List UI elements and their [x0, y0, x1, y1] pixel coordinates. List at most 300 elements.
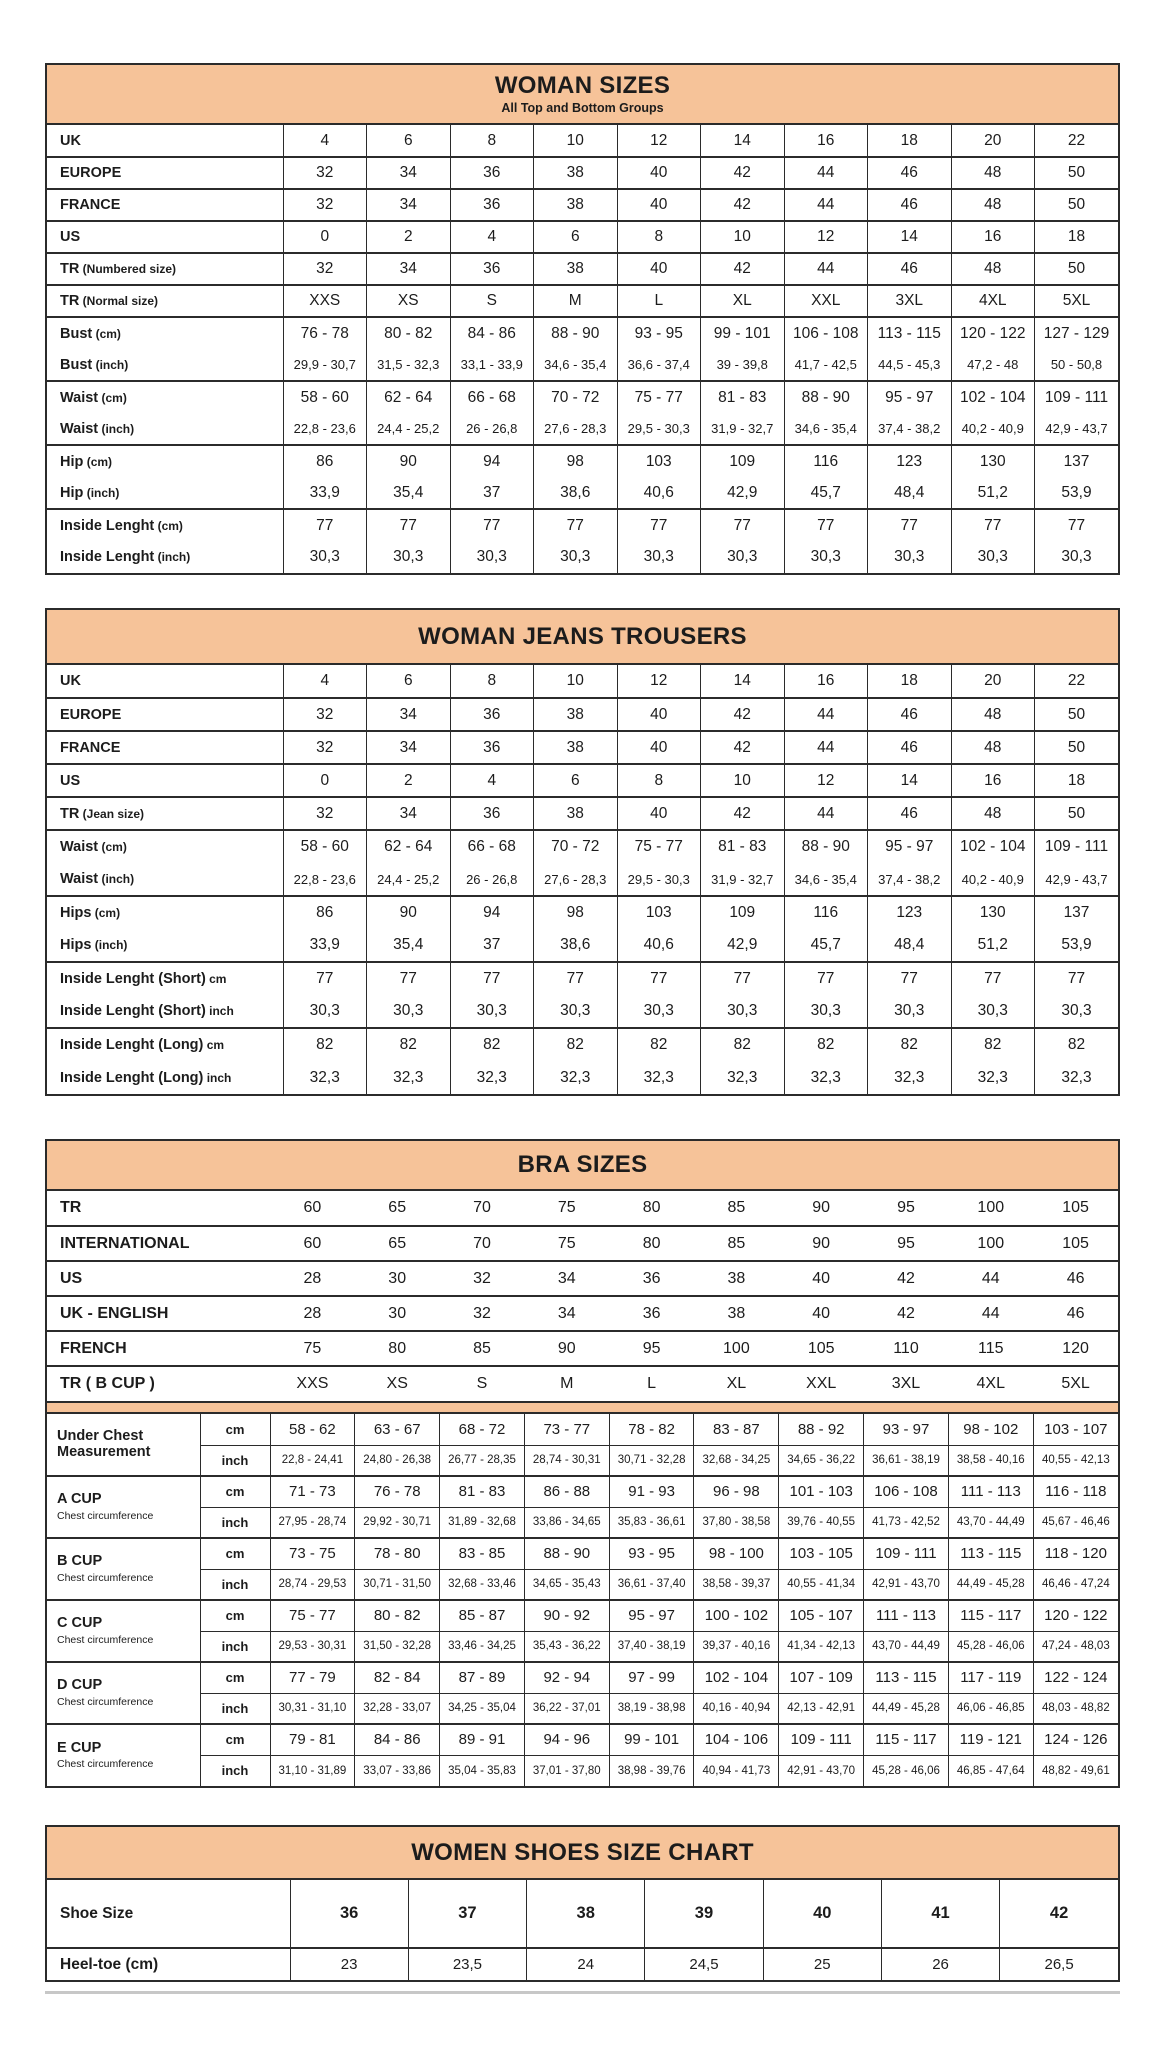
size-cell: 22,8 - 23,6: [283, 413, 367, 445]
size-cell: 31,9 - 32,7: [701, 413, 785, 445]
size-cell: 98: [534, 445, 618, 477]
size-cell: 38: [534, 253, 618, 285]
table-row: [47, 157, 1118, 189]
size-cell: 42: [701, 189, 785, 221]
size-cell: 40,55 - 42,13: [1033, 1445, 1118, 1476]
size-cell: 44: [784, 797, 868, 830]
size-cell: 40,55 - 41,34: [779, 1569, 864, 1600]
unit-cell: inch: [200, 1445, 270, 1476]
table-row: [47, 477, 1118, 509]
size-cell: 124 - 126: [1033, 1724, 1118, 1755]
size-cell: 42: [864, 1296, 949, 1331]
measure-subtitle: Chest circumference: [57, 1695, 154, 1708]
size-cell: 34: [367, 698, 451, 731]
size-cell: 44: [784, 731, 868, 764]
size-cell: 66 - 68: [450, 381, 534, 413]
size-cell: 77: [534, 962, 618, 995]
row-label-note: (Jean size): [79, 806, 145, 821]
size-cell: 27,6 - 28,3: [534, 413, 618, 445]
size-cell: 10: [534, 125, 618, 157]
size-cell: 0: [283, 221, 367, 253]
size-cell: 50: [1035, 189, 1119, 221]
row-label: [47, 253, 283, 285]
bra-sizes-table: [45, 1139, 1120, 1788]
row-label-text: UK: [60, 673, 81, 689]
size-cell: 36: [450, 189, 534, 221]
size-cell: 40: [617, 731, 701, 764]
size-cell: 42,9 - 43,7: [1035, 413, 1119, 445]
size-cell: 44: [948, 1261, 1033, 1296]
size-cell: 30,71 - 32,28: [609, 1445, 694, 1476]
table-row: [47, 413, 1118, 445]
size-cell: 36: [450, 731, 534, 764]
size-cell: 36,22 - 37,01: [524, 1693, 609, 1724]
size-cell: 31,50 - 32,28: [355, 1631, 440, 1662]
size-cell: 103 - 105: [779, 1538, 864, 1569]
size-cell: 37,40 - 38,19: [609, 1631, 694, 1662]
size-cell: 30: [355, 1296, 440, 1331]
size-cell: 66 - 68: [450, 830, 534, 863]
size-cell: 3XL: [864, 1366, 949, 1401]
size-cell: 90: [812, 1199, 831, 1216]
size-cell: 26 - 26,8: [450, 413, 534, 445]
unit-cell: cm: [200, 1476, 270, 1507]
size-cell: 77: [1035, 509, 1119, 541]
size-cell: 34,65 - 36,22: [779, 1445, 864, 1476]
unit-cell: inch: [200, 1631, 270, 1662]
row-label-note: (cm): [83, 454, 113, 469]
size-cell: 39 - 39,8: [701, 349, 785, 381]
size-cell: 46,85 - 47,64: [948, 1755, 1033, 1786]
size-cell: 30,3: [617, 995, 701, 1028]
row-label-text: Inside Lenght (Short): [60, 1003, 206, 1019]
size-cell: 44,5 - 45,3: [868, 349, 952, 381]
size-cell: 37,80 - 38,58: [694, 1507, 779, 1538]
size-cell: 30,3: [617, 541, 701, 573]
size-cell: 30,3: [784, 541, 868, 573]
measure-title: D CUP: [57, 1677, 103, 1694]
size-cell: 33,86 - 34,65: [524, 1507, 609, 1538]
size-cell: 35,4: [367, 929, 451, 962]
table-title: WOMEN SHOES SIZE CHART: [411, 1838, 754, 1866]
size-cell: 23: [290, 1948, 408, 1980]
table-row: [47, 1755, 1118, 1786]
table-row: [47, 381, 1118, 413]
size-cell: 36,61 - 37,40: [609, 1569, 694, 1600]
size-cell: 53,9: [1035, 929, 1119, 962]
size-cell: 37: [450, 929, 534, 962]
size-cell: 81 - 83: [701, 381, 785, 413]
unit-cell: cm: [200, 1414, 270, 1445]
size-cell: 75: [524, 1226, 609, 1261]
size-cell: 113 - 115: [864, 1662, 949, 1693]
size-cell: 80: [609, 1226, 694, 1261]
size-cell: 30,3: [701, 995, 785, 1028]
size-cell: 77: [367, 509, 451, 541]
size-cell: 46,06 - 46,85: [948, 1693, 1033, 1724]
size-cell: 40,16 - 40,94: [694, 1693, 779, 1724]
size-cell: 30,3: [450, 541, 534, 573]
row-label-text: Hip: [60, 484, 84, 501]
table-row: [47, 1191, 1118, 1226]
shoes-size-header: [47, 1827, 1118, 1880]
size-cell: 81 - 83: [440, 1476, 525, 1507]
size-cell: 29,92 - 30,71: [355, 1507, 440, 1538]
table-row: [47, 349, 1118, 381]
row-label: UK - ENGLISH: [47, 1296, 270, 1331]
size-cell: 26,77 - 28,35: [440, 1445, 525, 1476]
size-cell: 62 - 64: [367, 381, 451, 413]
size-cell: 34: [367, 731, 451, 764]
table-row: [47, 1631, 1118, 1662]
size-cell: 38,98 - 39,76: [609, 1755, 694, 1786]
size-cell: 32,3: [617, 1061, 701, 1094]
size-cell: 30,3: [1035, 541, 1119, 573]
table-row: [47, 863, 1118, 896]
size-cell: 34: [367, 253, 451, 285]
size-cell: 30: [355, 1261, 440, 1296]
table-title: WOMAN JEANS TROUSERS: [418, 622, 747, 650]
measure-title: C CUP: [57, 1615, 103, 1632]
size-cell: 40,2 - 40,9: [951, 863, 1035, 896]
table-row: [47, 764, 1118, 797]
size-cell: 35,4: [367, 477, 451, 509]
size-cell: 93 - 95: [617, 317, 701, 349]
size-cell: 103 - 107: [1033, 1414, 1118, 1445]
table-row: [47, 509, 1118, 541]
size-cell: 41,73 - 42,52: [864, 1507, 949, 1538]
size-cell: 116: [784, 896, 868, 929]
row-label: [47, 1538, 200, 1600]
size-cell: 24: [527, 1948, 645, 1980]
row-label: [47, 1061, 283, 1094]
size-cell: 5XL: [1033, 1366, 1118, 1401]
size-cell: 32,68 - 33,46: [440, 1569, 525, 1600]
size-cell: 36,6 - 37,4: [617, 349, 701, 381]
size-cell: XXS: [270, 1366, 355, 1401]
size-cell: 32,3: [534, 1061, 618, 1094]
size-cell: 58 - 62: [270, 1414, 355, 1445]
size-cell: 91 - 93: [609, 1476, 694, 1507]
row-label: [47, 863, 283, 896]
size-cell: 30,3: [367, 541, 451, 573]
size-cell: 6: [367, 125, 451, 157]
size-cell: 77: [784, 962, 868, 995]
row-label-text: Hips: [60, 937, 92, 953]
size-cell: 68 - 72: [440, 1414, 525, 1445]
size-cell: 38: [534, 731, 618, 764]
bottom-divider: [45, 1991, 1120, 1994]
size-cell: 8: [617, 764, 701, 797]
size-cell: 106 - 108: [784, 317, 868, 349]
size-cell: 18: [868, 125, 952, 157]
size-cell: 80 - 82: [367, 317, 451, 349]
size-cell: 32,3: [450, 1061, 534, 1094]
size-cell: 113 - 115: [868, 317, 952, 349]
size-cell: 117 - 119: [948, 1662, 1033, 1693]
size-cell: 46: [868, 189, 952, 221]
size-cell: 31,89 - 32,68: [440, 1507, 525, 1538]
size-cell: 84 - 86: [450, 317, 534, 349]
size-cell: 60: [270, 1226, 355, 1261]
table-row: [47, 1538, 1118, 1569]
size-cell: 78 - 82: [609, 1414, 694, 1445]
row-label-text: Bust: [60, 325, 93, 342]
size-cell: 75 - 77: [617, 830, 701, 863]
size-cell: 30,3: [951, 995, 1035, 1028]
size-cell: 18: [1035, 764, 1119, 797]
size-cell: 32: [440, 1261, 525, 1296]
size-cell: 83 - 85: [440, 1538, 525, 1569]
size-cell: 42,9: [701, 477, 785, 509]
row-label-text: Hips: [60, 905, 92, 921]
size-cell: 5XL: [1035, 285, 1119, 317]
size-cell: 120: [1033, 1331, 1118, 1366]
bra-section-divider: [47, 1401, 1118, 1414]
size-cell: 44: [784, 189, 868, 221]
measure-title: Under Chest Measurement: [57, 1427, 151, 1460]
size-cell: 109 - 111: [864, 1538, 949, 1569]
size-cell: 35,83 - 36,61: [609, 1507, 694, 1538]
size-cell: 46: [1033, 1296, 1118, 1331]
size-cell: 87 - 89: [440, 1662, 525, 1693]
table-row: [47, 1028, 1118, 1061]
size-cell: 34: [367, 157, 451, 189]
row-label-note: (cm): [98, 840, 127, 854]
size-cell: 31,10 - 31,89: [270, 1755, 355, 1786]
size-cell: 92 - 94: [524, 1662, 609, 1693]
size-cell: 36: [609, 1261, 694, 1296]
size-cell: 38: [534, 157, 618, 189]
row-label-text: US: [60, 772, 81, 789]
row-label: [47, 381, 283, 413]
row-label-note: (cm): [154, 518, 183, 533]
unit-cell: inch: [200, 1507, 270, 1538]
size-cell: 78 - 80: [355, 1538, 440, 1569]
table-row: [47, 253, 1118, 285]
row-label: [47, 665, 283, 698]
size-cell: 42,91 - 43,70: [864, 1569, 949, 1600]
size-cell: 102 - 104: [951, 381, 1035, 413]
size-cell: 34,25 - 35,04: [440, 1693, 525, 1724]
size-cell: 37: [408, 1880, 526, 1948]
size-cell: 107 - 109: [779, 1662, 864, 1693]
size-cell: 105: [1062, 1199, 1089, 1216]
size-cell: 137: [1035, 445, 1119, 477]
size-cell: 32: [283, 157, 367, 189]
table-row: [47, 317, 1118, 349]
table-row: [47, 1948, 1118, 1980]
size-cell: 50: [1035, 731, 1119, 764]
row-label: [47, 1028, 283, 1061]
size-cell: 82: [701, 1028, 785, 1061]
size-cell: 53,9: [1035, 477, 1119, 509]
size-cell: 28,74 - 30,31: [524, 1445, 609, 1476]
size-cell: 46: [868, 253, 952, 285]
row-label-text: TR: [60, 293, 80, 309]
size-cell: 16: [784, 125, 868, 157]
size-cell: 46: [868, 157, 952, 189]
size-cell: 40: [617, 189, 701, 221]
size-cell: 104 - 106: [694, 1724, 779, 1755]
size-cell: 12: [784, 221, 868, 253]
size-cell: 2: [367, 221, 451, 253]
row-label: [47, 962, 283, 995]
table-row: [47, 1662, 1118, 1693]
size-cell: 42: [701, 797, 785, 830]
table-row: [47, 830, 1118, 863]
size-cell: 95 - 97: [609, 1600, 694, 1631]
table-row: [47, 1261, 1118, 1296]
unit-cell: inch: [200, 1569, 270, 1600]
size-cell: 95: [609, 1331, 694, 1366]
size-cell: 32: [283, 189, 367, 221]
row-label-note: (cm): [91, 906, 121, 920]
table-row: [47, 1331, 1118, 1366]
size-cell: 32: [440, 1296, 525, 1331]
table-row: [47, 1724, 1118, 1755]
size-cell: XXS: [283, 285, 367, 317]
size-cell: 130: [951, 896, 1035, 929]
size-cell: 48,4: [868, 929, 952, 962]
table-row: [47, 962, 1118, 995]
size-cell: 12: [784, 764, 868, 797]
row-label-note: (inch): [98, 421, 135, 436]
size-cell: 60: [303, 1199, 322, 1216]
size-cell: 30,3: [283, 541, 367, 573]
size-cell: 30,3: [1035, 995, 1119, 1028]
size-cell: 95 - 97: [868, 381, 952, 413]
size-cell: 31,5 - 32,3: [367, 349, 451, 381]
size-cell: 18: [1035, 221, 1119, 253]
size-cell: 97 - 99: [609, 1662, 694, 1693]
row-label: TR: [60, 1199, 82, 1216]
row-label: [47, 995, 283, 1028]
table-row: [47, 285, 1118, 317]
size-cell: 41,34 - 42,13: [779, 1631, 864, 1662]
size-cell: 76 - 78: [283, 317, 367, 349]
size-cell: 95: [897, 1199, 915, 1216]
row-label: [47, 157, 283, 189]
size-cell: 23,5: [408, 1948, 526, 1980]
size-cell: 40: [617, 698, 701, 731]
size-cell: 89 - 91: [440, 1724, 525, 1755]
size-cell: 38: [534, 189, 618, 221]
size-cell: 118 - 120: [1033, 1538, 1118, 1569]
size-cell: 4: [283, 125, 367, 157]
size-cell: 39,76 - 40,55: [779, 1507, 864, 1538]
row-label: [47, 1724, 200, 1786]
size-cell: 98 - 102: [948, 1414, 1033, 1445]
size-cell: 34: [367, 797, 451, 830]
size-cell: 37,01 - 37,80: [524, 1755, 609, 1786]
size-cell: 6: [534, 764, 618, 797]
row-label: [47, 1476, 200, 1538]
row-label-text: Inside Lenght (Long): [60, 1037, 204, 1053]
row-label-text: Inside Lenght (Long): [60, 1069, 204, 1086]
size-cell: 26,5: [1000, 1948, 1118, 1980]
table-row: [47, 1693, 1118, 1724]
size-cell: 33,9: [283, 477, 367, 509]
size-cell: 102 - 104: [951, 830, 1035, 863]
size-cell: 36: [450, 698, 534, 731]
size-cell: 48: [951, 797, 1035, 830]
size-cell: 77: [450, 509, 534, 541]
size-cell: 86 - 88: [524, 1476, 609, 1507]
size-cell: 40: [617, 797, 701, 830]
size-cell: 38,58 - 40,16: [948, 1445, 1033, 1476]
size-cell: 77: [617, 509, 701, 541]
row-label-text: FRANCE: [60, 197, 121, 213]
size-cell: 111 - 113: [948, 1476, 1033, 1507]
row-label-note: (cm): [98, 390, 127, 405]
size-cell: 62 - 64: [367, 830, 451, 863]
row-label: INTERNATIONAL: [47, 1226, 270, 1261]
size-cell: 40: [763, 1880, 881, 1948]
size-cell: 77: [868, 962, 952, 995]
table-row: [47, 995, 1118, 1028]
size-cell: 58 - 60: [283, 830, 367, 863]
table-row: [47, 1445, 1118, 1476]
size-cell: 36,61 - 38,19: [864, 1445, 949, 1476]
size-cell: 86: [283, 896, 367, 929]
size-cell: 70: [473, 1199, 491, 1216]
size-cell: M: [534, 285, 618, 317]
size-cell: 130: [951, 445, 1035, 477]
row-label-text: US: [60, 229, 81, 245]
size-cell: 38: [534, 797, 618, 830]
size-cell: 38,6: [534, 929, 618, 962]
size-cell: 35,04 - 35,83: [440, 1755, 525, 1786]
size-cell: 30,3: [951, 541, 1035, 573]
row-label-note: (inch): [91, 938, 128, 952]
size-cell: 51,2: [951, 929, 1035, 962]
size-cell: 4XL: [948, 1366, 1033, 1401]
size-cell: 73 - 75: [270, 1538, 355, 1569]
row-label-note: (cm): [92, 326, 121, 341]
row-label-text: UK: [60, 132, 81, 149]
size-cell: 116: [784, 445, 868, 477]
size-cell: 94: [450, 896, 534, 929]
size-cell: 65: [355, 1226, 440, 1261]
row-label: FRENCH: [47, 1331, 270, 1366]
size-cell: 95 - 97: [868, 830, 952, 863]
size-cell: 22,8 - 24,41: [270, 1445, 355, 1476]
size-cell: 29,9 - 30,7: [283, 349, 367, 381]
row-label: [47, 731, 283, 764]
size-cell: 90: [367, 445, 451, 477]
table-row: [47, 1880, 1118, 1948]
size-cell: 85: [727, 1199, 746, 1216]
size-cell: 42,9: [701, 929, 785, 962]
size-cell: 77: [450, 962, 534, 995]
size-cell: 111 - 113: [864, 1600, 949, 1631]
size-cell: 85: [440, 1331, 525, 1366]
table-row: [47, 541, 1118, 573]
size-cell: 98 - 100: [694, 1538, 779, 1569]
table-row: [47, 731, 1118, 764]
table-row: [47, 665, 1118, 698]
size-cell: 103: [617, 445, 701, 477]
size-cell: 42: [701, 698, 785, 731]
row-label-note: (inch): [92, 357, 129, 372]
size-cell: 44: [784, 253, 868, 285]
size-cell: 8: [450, 665, 534, 698]
size-cell: 70 - 72: [534, 830, 618, 863]
row-label: [47, 1600, 200, 1662]
size-cell: 50: [1035, 157, 1119, 189]
size-cell: 38: [527, 1880, 645, 1948]
